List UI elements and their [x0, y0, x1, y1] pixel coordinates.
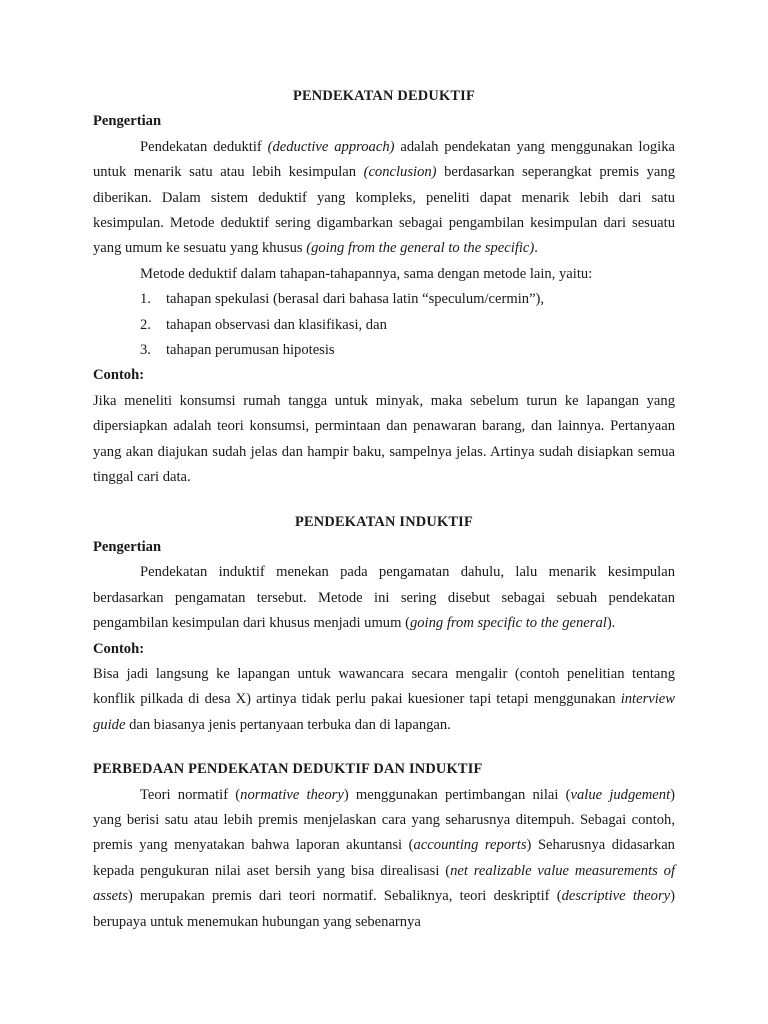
subheading-contoh-deduktif: Contoh: — [93, 367, 145, 384]
italic-term: net realizable value measurements of assets — [93, 862, 675, 905]
list-text: tahapan observasi dan klasifikasi, dan — [166, 316, 387, 333]
italic-term: (going from the general to the specific) — [306, 240, 535, 257]
stages-list — [93, 287, 675, 363]
paragraph-perbedaan — [93, 783, 675, 935]
italic-term: interview guide — [93, 691, 675, 733]
list-item — [93, 338, 675, 363]
italic-term: (deductive approach) — [267, 138, 395, 155]
text-run: ) yang berisi satu atau lebih premis menjelaskan cara yang seharusnya ditempuh. Sebagai contoh, premis yang menyatakan bahwa laporan akuntansi ( — [93, 786, 675, 854]
subheading-pengertian-deduktif: Pengertian — [93, 113, 162, 130]
paragraph-induktif-definition — [93, 560, 675, 636]
paragraph-induktif-example — [93, 662, 675, 738]
text-run: berdasarkan seperangkat premis yang diberikan. Dalam sistem deduktif yang kompleks, peneliti dapat menarik lebih dari satu kesimpulan. Metode deduktif sering digambarkan sebagai pengambilan kesimpulan dari sesuatu yang umum ke sesuatu yang khusus — [93, 164, 675, 257]
italic-term: descriptive theory — [561, 888, 671, 905]
italic-term: normative theory — [240, 786, 344, 803]
document-body — [93, 84, 675, 935]
paragraph-deduktif-definition — [93, 135, 675, 262]
text-run: Pendekatan deduktif — [140, 138, 268, 155]
italic-term: (conclusion) — [363, 164, 437, 181]
section-title-perbedaan: PERBEDAAN PENDEKATAN DEDUKTIF DAN INDUKTIF — [93, 761, 483, 778]
subheading-pengertian-induktif: Pengertian — [93, 538, 162, 555]
italic-term: value judgement — [570, 786, 671, 803]
list-text: tahapan perumusan hipotesis — [166, 342, 335, 359]
text-run: ) Seharusnya didasarkan kepada pengukuran nilai aset bersih yang bisa direalisasi ( — [93, 837, 675, 879]
section-title-induktif: PENDEKATAN INDUKTIF — [295, 513, 473, 530]
list-number: 1. — [140, 291, 151, 308]
list-number: 2. — [140, 316, 151, 333]
text-run: adalah pendekatan yang menggunakan logika untuk menarik satu atau lebih kesimpulan — [93, 138, 675, 181]
paragraph-deduktif-stages-intro: Metode deduktif dalam tahapan-tahapannya, sama dengan metode lain, yaitu: — [140, 265, 593, 282]
text-run: Bisa jadi langsung ke lapangan untuk wawancara secara mengalir (contoh penelitian tentang konflik pilkada di desa X) artinya tidak perlu pakai kuesioner tapi tetapi menggunakan — [93, 665, 675, 708]
list-item — [93, 287, 675, 312]
italic-term: accounting reports — [413, 837, 527, 854]
text-run: . — [534, 240, 538, 257]
italic-term: going from specific to the general — [409, 615, 607, 632]
paragraph-deduktif-example: Jika meneliti konsumsi rumah tangga untuk minyak, maka sebelum turun ke lapangan yang dipersiapkan adalah teori konsumsi, permintaan dan penawaran barang, dan lainnya. Pertanyaan yang akan diajukan sudah jelas dan hampir baku, sampelnya jelas. Artinya sudah disiapkan semua tinggal cari data. — [93, 392, 675, 486]
text-run: Pendekatan induktif menekan pada pengamatan dahulu, lalu menarik kesimpulan berdasarkan pengamatan tersebut. Metode ini sering disebut sebagai sebuah pendekatan pengambilan kesimpulan dari khusus menjadi umum ( — [93, 564, 675, 632]
list-item — [93, 313, 675, 338]
list-text: tahapan spekulasi (berasal dari bahasa latin “speculum/cermin”), — [166, 291, 545, 308]
list-number: 3. — [140, 342, 151, 359]
text-run: ). — [606, 615, 616, 632]
section-title-deduktif: PENDEKATAN DEDUKTIF — [293, 88, 475, 104]
text-run: ) merupakan premis dari teori normatif. Sebaliknya, teori deskriptif ( — [127, 888, 562, 905]
text-run: ) menggunakan pertimbangan nilai ( — [343, 786, 571, 803]
text-run: dan biasanya jenis pertanyaan terbuka dan di lapangan. — [125, 716, 451, 733]
subheading-contoh-induktif: Contoh: — [93, 640, 145, 657]
text-run: Teori normatif ( — [140, 786, 241, 803]
text-run: ) berupaya untuk menemukan hubungan yang sebenarnya — [93, 888, 675, 930]
